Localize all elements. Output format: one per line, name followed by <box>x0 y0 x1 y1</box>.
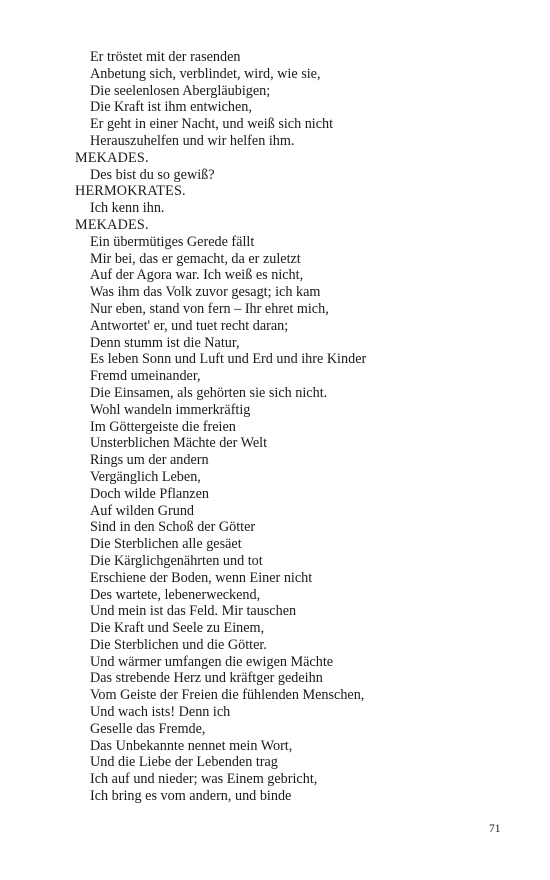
verse-line: Die Sterblichen alle gesäet <box>90 536 242 553</box>
verse-line: Das strebende Herz und kräftger gedeihn <box>90 670 323 687</box>
verse-line: Die Kraft ist ihm entwichen, <box>90 99 252 116</box>
verse-line: Des wartete, lebenerweckend, <box>90 586 261 603</box>
verse-line: Die seelenlosen Abergläubigen; <box>90 82 271 99</box>
verse-line: Antwortet' er, und tuet recht daran; <box>90 317 289 334</box>
verse-line: Im Göttergeiste die freien <box>90 418 236 435</box>
verse-line: Geselle das Fremde, <box>90 720 206 737</box>
verse-line: Denn stumm ist die Natur, <box>90 334 240 351</box>
verse-line: Ich bring es vom andern, und binde <box>90 788 292 805</box>
verse-line: Herauszuhelfen und wir helfen ihm. <box>90 132 295 149</box>
verse-line: Die Kärglichgenährten und tot <box>90 552 263 569</box>
verse-line: Ich kenn ihn. <box>90 200 165 217</box>
verse-line: Rings um der andern <box>90 452 209 469</box>
verse-line: Des bist du so gewiß? <box>90 166 215 183</box>
verse-line: Und mein ist das Feld. Mir tauschen <box>90 603 297 620</box>
speaker-name: MEKADES. <box>75 149 149 166</box>
verse-line: Ein übermütiges Gerede fällt <box>90 233 255 250</box>
verse-line: Doch wilde Pflanzen <box>90 485 209 502</box>
verse-line: Und wärmer umfangen die ewigen Mächte <box>90 653 334 670</box>
speaker-name: MEKADES. <box>75 216 149 233</box>
speaker-name: HERMOKRATES. <box>75 183 186 200</box>
verse-line: Es leben Sonn und Luft und Erd und ihre Kinder <box>90 351 367 368</box>
drama-text <box>75 49 515 805</box>
verse-line: Wohl wandeln immerkräftig <box>90 401 251 418</box>
page-number: 71 <box>489 823 501 835</box>
verse-line: Und wach ists! Denn ich <box>90 704 231 721</box>
verse-line: Die Einsamen, als gehörten sie sich nicht. <box>90 384 328 401</box>
verse-line: Er tröstet mit der rasenden <box>90 49 241 65</box>
verse-line: Anbetung sich, verblindet, wird, wie sie, <box>90 65 321 82</box>
verse-line: Erschiene der Boden, wenn Einer nicht <box>90 569 313 586</box>
verse-line: Nur eben, stand von fern – Ihr ehret mich, <box>90 300 329 317</box>
verse-line: Auf wilden Grund <box>90 502 195 519</box>
verse-line: Und die Liebe der Lebenden trag <box>90 754 278 771</box>
verse-line: Er geht in einer Nacht, und weiß sich nicht <box>90 116 334 133</box>
verse-line: Die Kraft und Seele zu Einem, <box>90 620 265 637</box>
verse-line: Das Unbekannte nennet mein Wort, <box>90 737 293 754</box>
verse-line: Vom Geiste der Freien die fühlenden Menschen, <box>90 687 365 704</box>
verse-line: Ich auf und nieder; was Einem gebricht, <box>90 771 318 788</box>
verse-line: Mir bei, das er gemacht, da er zuletzt <box>90 250 301 267</box>
verse-line: Sind in den Schoß der Götter <box>90 519 256 536</box>
verse-line: Fremd umeinander, <box>90 368 201 385</box>
verse-line: Vergänglich Leben, <box>90 468 201 485</box>
verse-line: Die Sterblichen und die Götter. <box>90 636 267 653</box>
verse-line: Was ihm das Volk zuvor gesagt; ich kam <box>90 284 321 301</box>
verse-line: Auf der Agora war. Ich weiß es nicht, <box>90 267 304 284</box>
verse-line: Unsterblichen Mächte der Welt <box>90 435 268 452</box>
